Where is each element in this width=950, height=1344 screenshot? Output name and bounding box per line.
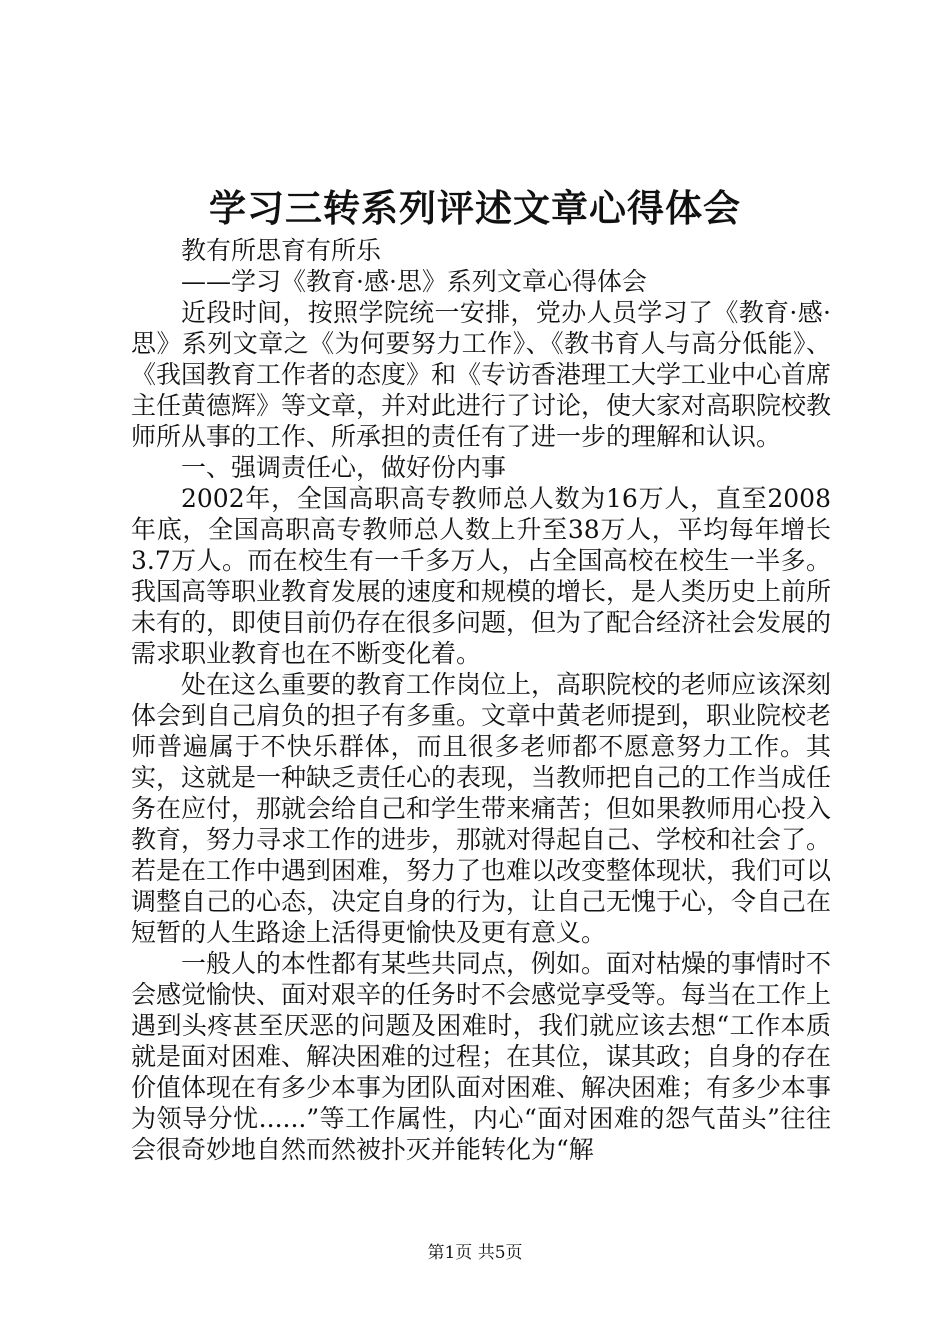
- section-heading: 一、强调责任心，做好份内事: [181, 453, 507, 482]
- body-paragraph: 近段时间，按照学院统一安排，党办人员学习了《教育·感·思》系列文章之《为何要努力工作》、《教书育人与高分低能》、《我国教育工作者的态度》和《专访香港理工大学工业中心首席主任黄德辉》等文章，并对此进行了讨论，使大家对高职院校教师所从事的工作、所承担的责任有了进一步的理解和认识。: [131, 298, 832, 451]
- subtitle-line: ——学习《教育·感·思》系列文章心得体会: [181, 267, 647, 296]
- page-number-footer: 第1页 共5页: [427, 1243, 523, 1263]
- body-paragraph: 一般人的本性都有某些共同点，例如。面对枯燥的事情时不会感觉愉快、面对艰辛的任务时不会感觉享受等。每当在工作上遇到头疼甚至厌恶的问题及困难时，我们就应该去想“工作本质就是面对困难、解决困难的过程；在其位，谋其政；自身的存在价值体现在有多少本事为团队面对困难、解决困难；有多少本事为领导分忧......”等工作属性，内心“面对困难的怨气苗头”往往会很奇妙地自然而然被扑灭并能转化为“解: [131, 949, 832, 1164]
- subtitle-line: 教有所思育有所乐: [181, 236, 382, 265]
- document-body: [131, 235, 831, 1165]
- document-title: 学习三转系列评述文章心得体会: [209, 186, 741, 230]
- body-paragraph: 2002年，全国高职高专教师总人数为16万人，直至2008年底，全国高职高专教师总人数上升至38万人，平均每年增长3.7万人。而在校生有一千多万人，占全国高校在校生一半多。我国高等职业教育发展的速度和规模的增长，是人类历史上前所未有的，即使目前仍存在很多问题，但为了配合经济社会发展的需求职业教育也在不断变化着。: [131, 484, 832, 668]
- body-paragraph: 处在这么重要的教育工作岗位上，高职院校的老师应该深刻体会到自己肩负的担子有多重。文章中黄老师提到，职业院校老师普遍属于不快乐群体，而且很多老师都不愿意努力工作。其实，这就是一种缺乏责任心的表现，当教师把自己的工作当成任务在应付，那就会给自己和学生带来痛苦；但如果教师用心投入教育，努力寻求工作的进步，那就对得起自己、学校和社会了。若是在工作中遇到困难，努力了也难以改变整体现状，我们可以调整自己的心态，决定自身的行为，让自己无愧于心，令自己在短暂的人生路途上活得更愉快及更有意义。: [131, 670, 832, 947]
